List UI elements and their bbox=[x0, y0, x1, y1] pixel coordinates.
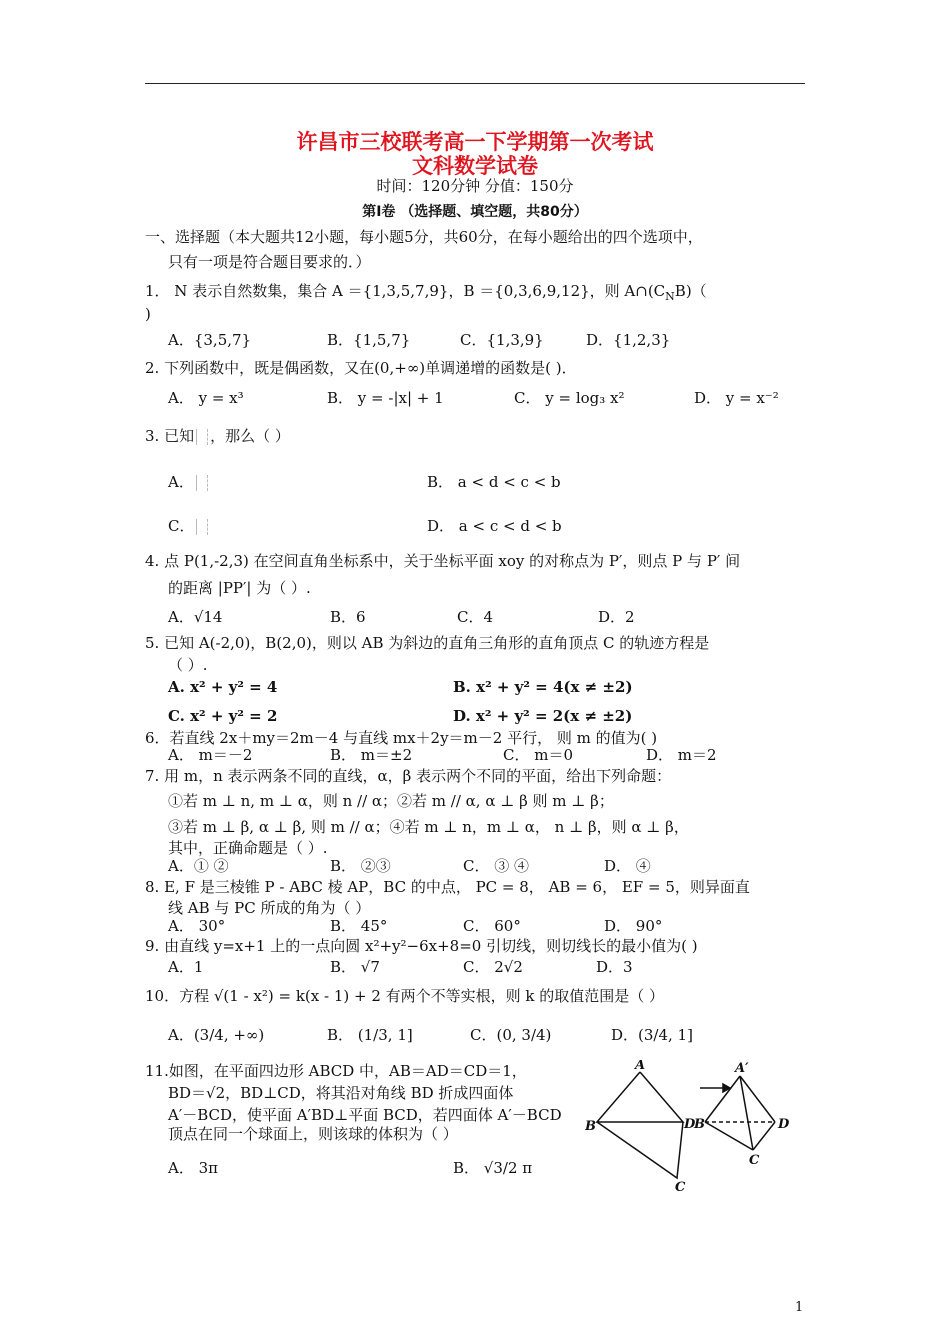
q4-option-a: A．√14 bbox=[168, 608, 223, 626]
left-triangle-abd bbox=[597, 1072, 683, 1122]
label-c: C bbox=[675, 1180, 686, 1195]
time-info: 时间：120分钟 分值：150分 bbox=[376, 177, 574, 195]
missing-formula-icon bbox=[196, 429, 208, 445]
right-edge-ac bbox=[740, 1076, 753, 1150]
q1-option-d: D．{1,2,3} bbox=[586, 331, 671, 349]
q3-option-c: C． bbox=[168, 516, 210, 536]
q7-option-d: D． ④ bbox=[604, 857, 651, 875]
q4-option-d: D．2 bbox=[598, 608, 635, 626]
label-b: B bbox=[585, 1119, 596, 1134]
missing-formula-icon bbox=[196, 475, 208, 491]
q7-option-c: C． ③ ④ bbox=[463, 857, 530, 875]
right-edge-bc bbox=[705, 1122, 753, 1150]
exam-subtitle: 文科数学试卷 bbox=[412, 153, 538, 178]
q5-option-b: B. x² + y² = 4(x ≠ ±2) bbox=[453, 678, 633, 696]
right-edge-ad bbox=[740, 1076, 775, 1122]
question-8-line1: 8. E, F 是三棱锥 P - ABC 棱 AP，BC 的中点， PC = 8， AB = 6， EF = 5，则异面直 bbox=[145, 878, 750, 896]
question-5-line2: （ ）. bbox=[168, 656, 208, 674]
q9-option-c: C． 2√2 bbox=[463, 958, 523, 976]
q4-option-b: B．6 bbox=[330, 608, 366, 626]
q2-option-c: C． y = log₃ x² bbox=[514, 389, 625, 407]
q4-option-c: C．4 bbox=[457, 608, 494, 626]
q1-option-c: C．{1,3,9} bbox=[460, 331, 544, 349]
q6-option-a: A． m＝－2 bbox=[168, 746, 253, 764]
q10-option-a: A．(3/4, +∞) bbox=[168, 1026, 265, 1044]
q9-option-d: D．3 bbox=[596, 958, 633, 976]
q7-option-a: A．① ② bbox=[168, 857, 229, 875]
q6-option-d: D． m＝2 bbox=[646, 746, 717, 764]
q3-option-a: A． bbox=[168, 472, 210, 492]
question-11-line3: A′－BCD，使平面 A′BD⊥平面 BCD，若四面体 A′－BCD bbox=[168, 1106, 562, 1124]
right-edge-dc bbox=[753, 1122, 775, 1150]
q2-option-a: A． y = x³ bbox=[168, 389, 244, 407]
label-a-prime: A′ bbox=[735, 1061, 749, 1076]
q5-option-d: D. x² + y² = 2(x ≠ ±2) bbox=[453, 707, 633, 725]
q8-option-b: B． 45° bbox=[330, 917, 388, 935]
section-instructions-2: 只有一项是符合题目要求的．） bbox=[168, 253, 371, 271]
question-7-line3: ③若 m ⊥ β, α ⊥ β, 则 m // α；④若 m ⊥ n，m ⊥ α， n ⊥ β，则 α ⊥ β， bbox=[168, 818, 689, 836]
question-9-stem: 9. 由直线 y=x+1 上的一点向圆 x²+y²−6x+8=0 引切线，则切线长的最小值为( ) bbox=[145, 937, 698, 955]
question-7-line1: 7. 用 m，n 表示两条不同的直线，α，β 表示两个不同的平面，给出下列命题： bbox=[145, 767, 672, 785]
q9-option-a: A．1 bbox=[168, 958, 204, 976]
q11-option-b: B． √3/2 π bbox=[453, 1159, 533, 1177]
question-11-line4: 顶点在同一个球面上，则该球的体积为（ ） bbox=[168, 1125, 458, 1143]
question-2-stem: 2. 下列函数中，既是偶函数，又在(0,+∞)单调递增的函数是( )． bbox=[145, 359, 577, 377]
question-5-line1: 5. 已知 A(-2,0)，B(2,0)，则以 AB 为斜边的直角三角形的直角顶点 C 的轨迹方程是 bbox=[145, 634, 710, 652]
tetrahedron-fold-diagram bbox=[585, 1060, 810, 1195]
q2-option-b: B． y = -|x| + 1 bbox=[327, 389, 444, 407]
q8-option-d: D． 90° bbox=[604, 917, 663, 935]
q1-option-b: B．{1,5,7} bbox=[327, 331, 411, 349]
question-4-line1: 4. 点 P(1,-2,3) 在空间直角坐标系中，关于坐标平面 xoy 的对称点为 P′，则点 P 与 P′ 间 bbox=[145, 552, 741, 570]
question-6-stem: 6．若直线 2x＋my＝2m－4 与直线 mx＋2y＝m－2 平行， 则 m 的值为( ) bbox=[145, 729, 658, 747]
q7-option-b: B． ②③ bbox=[330, 857, 391, 875]
left-triangle-bcd bbox=[597, 1122, 683, 1178]
q3-option-d: D． a < c < d < b bbox=[427, 517, 562, 535]
q5-option-c: C. x² + y² = 2 bbox=[168, 707, 278, 725]
q3-option-b: B． a < d < c < b bbox=[427, 473, 561, 491]
question-7-line4: 其中，正确命题是（ ）. bbox=[168, 839, 328, 857]
question-3-stem: 3. 已知 ，那么（ ） bbox=[145, 427, 290, 445]
q6-option-c: C． m＝0 bbox=[503, 746, 574, 764]
q1-option-a: A．{3,5,7} bbox=[168, 331, 252, 349]
section-instructions-1: 一、选择题（本大题共12小题，每小题5分，共60分，在每小题给出的四个选项中， bbox=[145, 228, 703, 246]
q10-option-b: B． (1/3, 1] bbox=[327, 1026, 413, 1044]
question-11-line1: 11.如图，在平面四边形 ABCD 中，AB＝AD＝CD＝1， bbox=[145, 1062, 527, 1080]
page-number: 1 bbox=[795, 1300, 804, 1315]
question-10-stem: 10．方程 √(1 - x²) = k(x - 1) + 2 有两个不等实根，则 k 的取值范围是（ ） bbox=[145, 987, 665, 1005]
q9-option-b: B． √7 bbox=[330, 958, 380, 976]
label-a: A bbox=[635, 1060, 646, 1073]
q11-option-a: A． 3π bbox=[168, 1159, 219, 1177]
part-title: 第Ⅰ卷 （选择题、填空题，共80分） bbox=[362, 204, 588, 220]
q10-option-c: C．(0, 3/4) bbox=[470, 1026, 552, 1044]
q2-option-d: D． y = x⁻² bbox=[694, 389, 779, 407]
q10-option-d: D．(3/4, 1] bbox=[611, 1026, 693, 1044]
question-1-stem: 1． N 表示自然数集，集合 A ＝{1,3,5,7,9}，B ＝{0,3,6,9,12}，则 $A\cap(C_NB)$（ bbox=[145, 282, 707, 303]
header-rule bbox=[145, 83, 805, 84]
q8-option-c: C． 60° bbox=[463, 917, 521, 935]
q8-option-a: A． 30° bbox=[168, 917, 226, 935]
question-11-line2: BD＝√2，BD⊥CD，将其沿对角线 BD 折成四面体 bbox=[168, 1084, 514, 1102]
label-d-right: D bbox=[778, 1117, 790, 1132]
question-1-paren: ) bbox=[145, 305, 151, 323]
label-c-right: C bbox=[749, 1153, 760, 1168]
missing-formula-icon bbox=[196, 519, 208, 535]
question-7-line2: ①若 m ⊥ n, m ⊥ α，则 n // α；②若 m // α, α ⊥ β 则 m ⊥ β； bbox=[168, 792, 614, 810]
question-8-line2: 线 AB 与 PC 所成的角为（ ） bbox=[168, 899, 371, 917]
exam-title: 许昌市三校联考高一下学期第一次考试 bbox=[296, 129, 654, 154]
label-b-right: B bbox=[694, 1117, 705, 1132]
question-4-line2: 的距离 |PP′| 为（ ）. bbox=[168, 579, 311, 597]
label-d: D bbox=[684, 1117, 696, 1132]
q6-option-b: B． m＝±2 bbox=[330, 746, 413, 764]
q5-option-a: A. x² + y² = 4 bbox=[168, 678, 278, 696]
